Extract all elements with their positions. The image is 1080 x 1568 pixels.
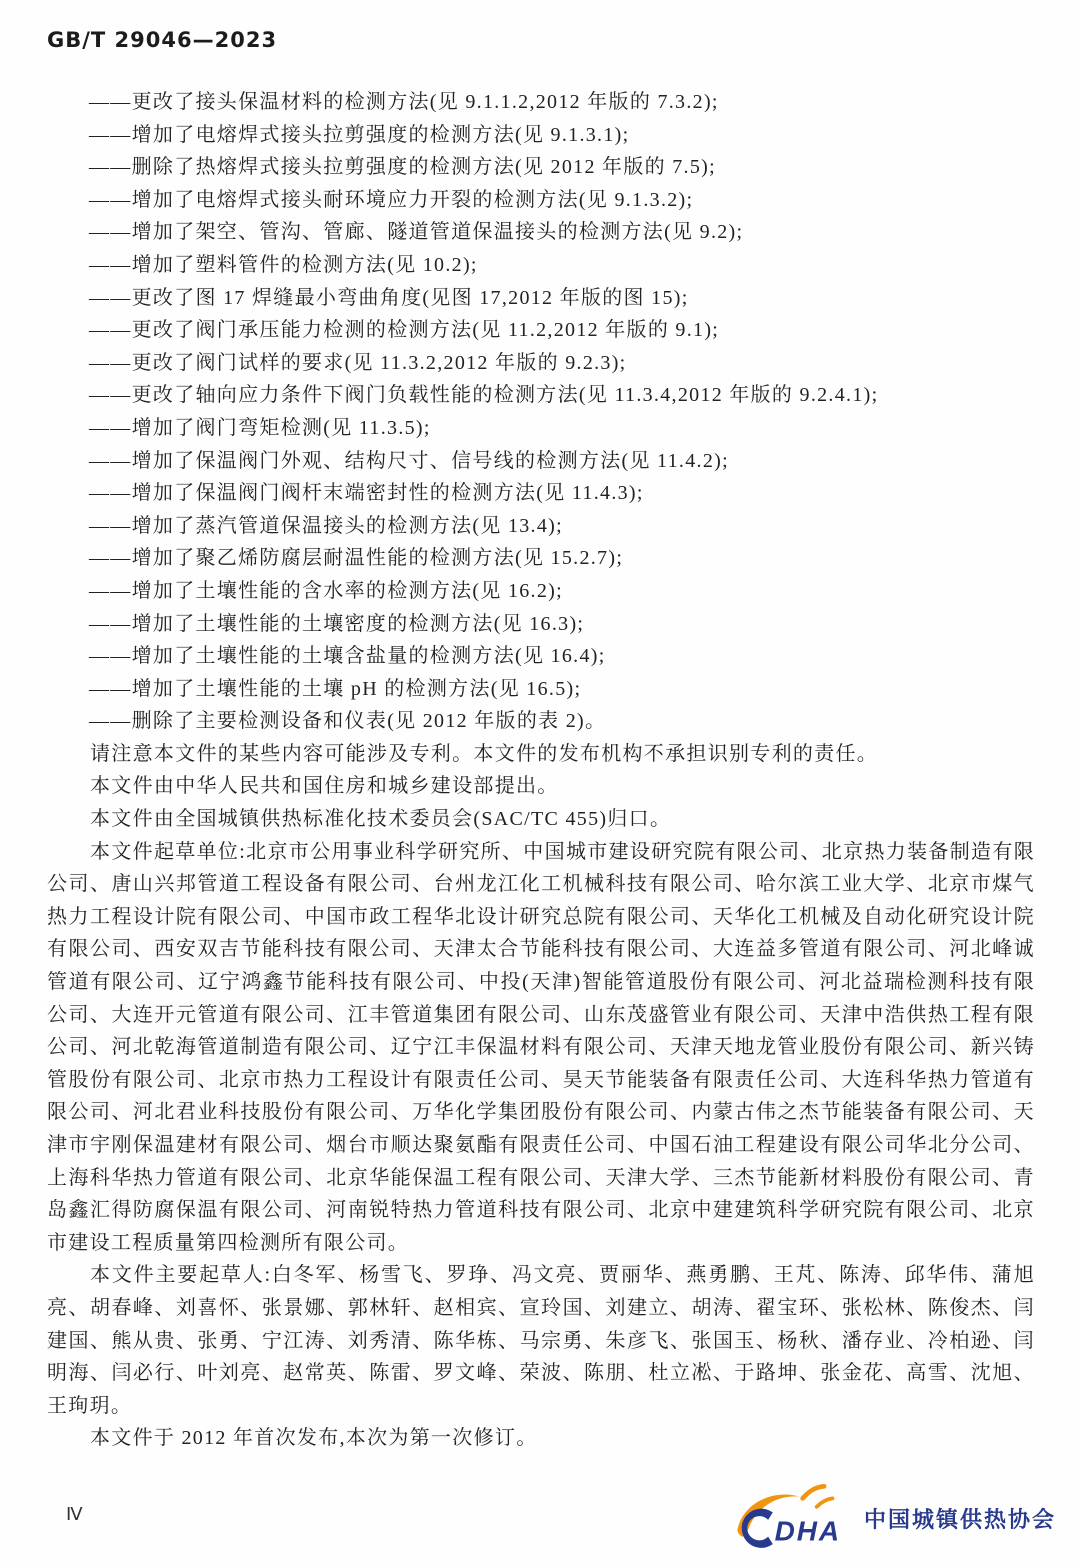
proposed-by-paragraph: 本文件由中华人民共和国住房和城乡建设部提出。: [90, 775, 559, 798]
drafters-paragraph: 本文件主要起草人:白冬军、杨雪飞、罗琤、冯文亮、贾丽华、燕勇鹏、王芃、陈涛、邱华伟、蒲旭亮、胡春峰、刘喜怀、张景娜、郭林轩、赵相宾、宣玲国、刘建立、胡涛、翟宝环、张松林、陈俊杰、闫建国、熊从贵、张勇、宁江涛、刘秀清、陈华栋、马宗勇、朱彦飞、张国玉、杨秋、潘存业、冷柏逊、闫明海、闫必行、叶刘亮、赵常英、陈雷、罗文峰、荣波、陈朋、杜立凇、于路坤、张金花、高雪、沈旭、王珣玥。: [47, 1264, 1035, 1417]
logo-arc-tick-small: [817, 1498, 833, 1506]
change-item: ——更改了阀门承压能力检测的检测方法(见 11.2,2012 年版的 9.1);: [89, 319, 720, 342]
change-item: ——增加了土壤性能的土壤 pH 的检测方法(见 16.5);: [89, 677, 582, 700]
change-item: ——增加了阀门弯矩检测(见 11.3.5);: [89, 416, 431, 439]
drafting-units-paragraph: 本文件起草单位:北京市公用事业科学研究所、中国城市建设研究院有限公司、北京热力装备制造有限公司、唐山兴邦管道工程设备有限公司、台州龙江化工机械科技有限公司、哈尔滨工业大学、北京市煤气热力工程设计院有限公司、中国市政工程华北设计研究总院有限公司、天华化工机械及自动化研究设计院有限公司、西安双吉节能科技有限公司、天津太合节能科技有限公司、大连益多管道有限公司、河北峰诚管道有限公司、辽宁鸿鑫节能科技有限公司、中投(天津)智能管道股份有限公司、河北益瑞检测科技有限公司、大连开元管道有限公司、江丰管道集团有限公司、山东茂盛管业有限公司、天津中浩供热工程有限公司、河北乾海管道制造有限公司、辽宁江丰保温材料有限公司、天津天地龙管业股份有限公司、新兴铸管股份有限公司、北京市热力工程设计有限责任公司、昊天节能装备有限责任公司、大连科华热力管道有限公司、河北君业科技股份有限公司、万华化学集团股份有限公司、内蒙古伟之杰节能装备有限公司、天津市宇刚保温建材有限公司、烟台市顺达聚氨酯有限责任公司、中国石油工程建设有限公司华北分公司、上海科华热力管道有限公司、北京华能保温工程有限公司、天津大学、三杰节能新材料股份有限公司、青岛鑫汇得防腐保温有限公司、河南锐特热力管道科技有限公司、北京中建建筑科学研究院有限公司、北京市建设工程质量第四检测所有限公司。: [47, 840, 1035, 1254]
patent-notice: 请注意本文件的某些内容可能涉及专利。本文件的发布机构不承担识别专利的责任。: [90, 742, 879, 765]
logo-arc-tick-large: [803, 1486, 824, 1498]
change-item: ——增加了聚乙烯防腐层耐温性能的检测方法(见 15.2.7);: [89, 547, 624, 570]
standard-number: GB/T 29046—2023: [47, 28, 278, 52]
changes-list: [47, 86, 1035, 738]
change-item: ——增加了蒸汽管道保温接头的检测方法(见 13.4);: [89, 514, 563, 537]
cdha-logo-icon: [728, 1477, 854, 1559]
association-logo: [728, 1476, 1056, 1560]
change-item: ——更改了图 17 焊缝最小弯曲角度(见图 17,2012 年版的图 15);: [89, 286, 689, 309]
change-item: ——增加了塑料管件的检测方法(见 10.2);: [89, 253, 478, 276]
logo-acronym: DHA: [774, 1515, 841, 1547]
change-item: ——增加了土壤性能的含水率的检测方法(见 16.2);: [89, 579, 563, 602]
change-item: ——增加了架空、管沟、管廊、隧道管道保温接头的检测方法(见 9.2);: [89, 221, 744, 244]
page-number: Ⅳ: [66, 1504, 83, 1524]
change-item: ——增加了电熔焊式接头拉剪强度的检测方法(见 9.1.3.1);: [89, 123, 630, 146]
centralized-by-paragraph: 本文件由全国城镇供热标准化技术委员会(SAC/TC 455)归口。: [90, 808, 672, 831]
page-content: [47, 28, 1035, 1455]
change-item: ——增加了土壤性能的土壤密度的检测方法(见 16.3);: [89, 612, 585, 635]
change-item: ——增加了土壤性能的土壤含盐量的检测方法(见 16.4);: [89, 645, 606, 668]
change-item: ——增加了保温阀门外观、结构尺寸、信号线的检测方法(见 11.4.2);: [89, 449, 729, 472]
revision-history-paragraph: 本文件于 2012 年首次发布,本次为第一次修订。: [90, 1427, 538, 1450]
change-item: ——更改了轴向应力条件下阀门负载性能的检测方法(见 11.3.4,2012 年版的 9.2.4.1);: [89, 384, 879, 407]
change-item: ——更改了接头保温材料的检测方法(见 9.1.1.2,2012 年版的 7.3.2);: [89, 91, 719, 113]
association-name: 中国城镇供热协会: [863, 1507, 1056, 1533]
change-item: ——增加了保温阀门阀杆末端密封性的检测方法(见 11.4.3);: [89, 482, 644, 505]
change-item: ——增加了电熔焊式接头耐环境应力开裂的检测方法(见 9.1.3.2);: [89, 188, 694, 211]
change-item: ——更改了阀门试样的要求(见 11.3.2,2012 年版的 9.2.3);: [89, 351, 627, 374]
change-item: ——删除了热熔焊式接头拉剪强度的检测方法(见 2012 年版的 7.5);: [89, 156, 716, 179]
change-item: ——删除了主要检测设备和仪表(见 2012 年版的表 2)。: [89, 710, 607, 733]
